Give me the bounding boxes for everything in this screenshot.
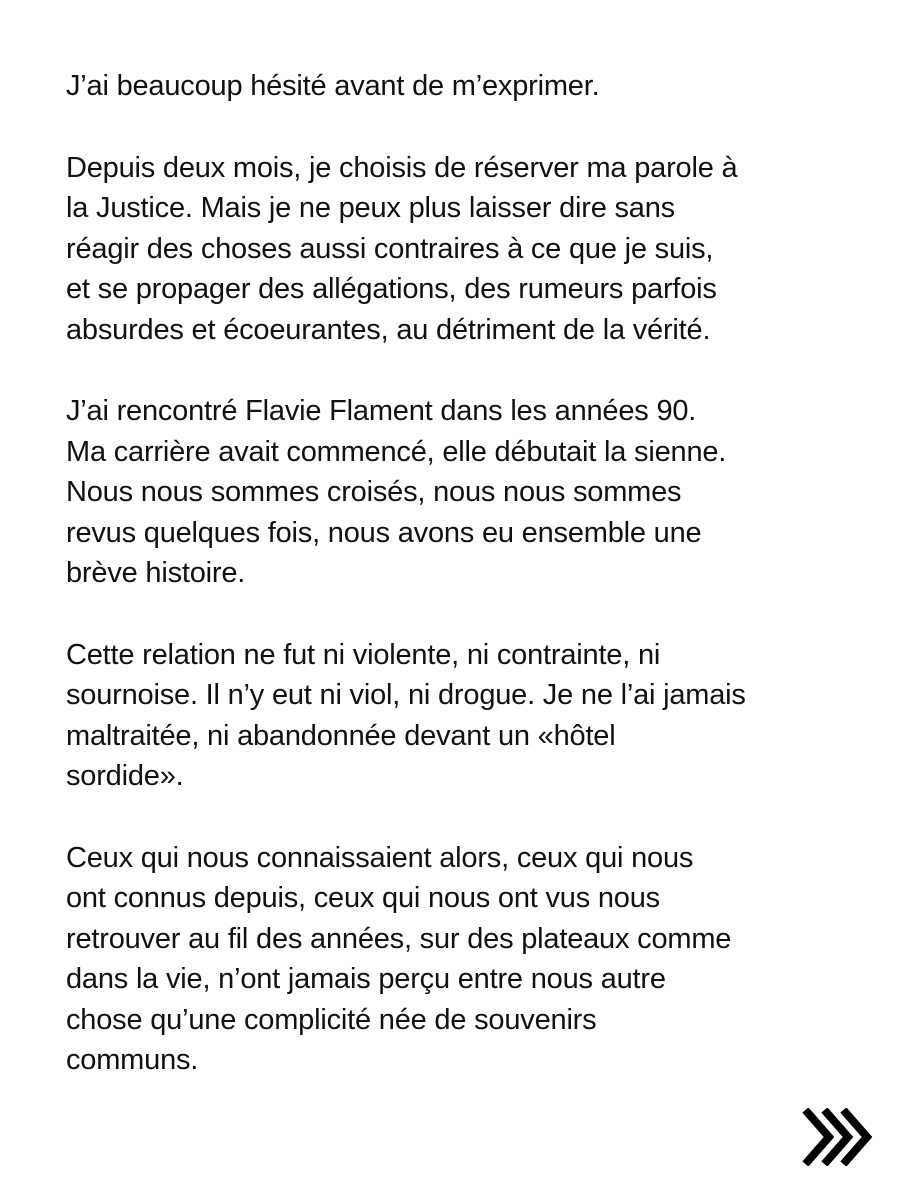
statement-text	[66, 66, 856, 1081]
text-line: Ceux qui nous connaissaient alors, ceux qui nous	[66, 841, 694, 874]
paragraph-4	[66, 635, 856, 797]
chevron-stroke-group	[808, 1113, 867, 1161]
text-line: retrouver au fil des années, sur des plateaux comme	[66, 922, 732, 955]
text-line: Nous nous sommes croisés, nous nous sommes	[66, 476, 682, 508]
text-line: absurdes et écoeurantes, au détriment de la vérité.	[66, 313, 711, 346]
paragraph-1	[66, 66, 856, 107]
text-line: Ma carrière avait commencé, elle débutait la sienne.	[66, 435, 727, 468]
text-line: réagir des choses aussi contraires à ce que je suis,	[66, 232, 714, 265]
text-line: la Justice. Mais je ne peux plus laisser dire sans	[66, 192, 675, 224]
paragraph-5	[66, 838, 856, 1081]
text-line: sournoise. Il n’y eut ni viol, ni drogue. Je ne l’ai jamais	[66, 679, 746, 711]
text-line: communs.	[66, 1044, 199, 1076]
text-line: chose qu’une complicité née de souvenirs	[66, 1003, 597, 1036]
text-line: brève histoire.	[66, 557, 246, 589]
triple-chevron-right-icon[interactable]	[802, 1108, 874, 1166]
text-line: revus quelques fois, nous avons eu ensemble une	[66, 516, 702, 549]
text-line: maltraitée, ni abandonnée devant un «hôtel	[66, 719, 616, 752]
paragraph-3	[66, 391, 856, 594]
text-line: sordide».	[66, 760, 184, 792]
text-line: Cette relation ne fut ni violente, ni contrainte, ni	[66, 638, 661, 671]
text-line: ont connus depuis, ceux qui nous ont vus nous	[66, 882, 660, 914]
text-line: dans la vie, n’ont jamais perçu entre nous autre	[66, 963, 666, 995]
text-line: J’ai beaucoup hésité avant de m’exprimer.	[66, 70, 600, 102]
text-line: et se propager des allégations, des rumeurs parfois	[66, 273, 717, 305]
paragraph-2	[66, 148, 856, 351]
text-line: Depuis deux mois, je choisis de réserver ma parole à	[66, 151, 738, 184]
text-line: J’ai rencontré Flavie Flament dans les années 90.	[66, 395, 697, 427]
